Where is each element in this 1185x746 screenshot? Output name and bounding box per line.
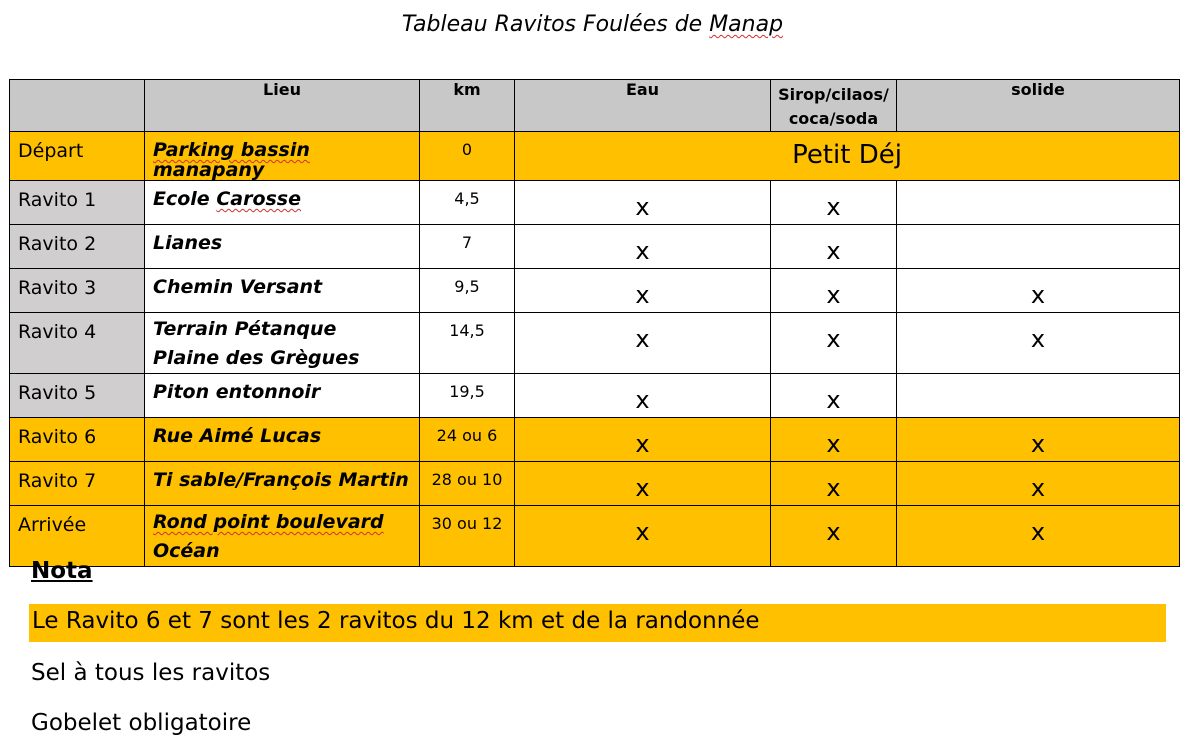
table-row: [10, 181, 1180, 225]
table-row: [10, 225, 1180, 269]
table-row: [10, 418, 1180, 462]
header-solide: solide: [897, 80, 1180, 132]
row-solide: [897, 374, 1180, 418]
title-text: Tableau Ravitos Foulées de: [401, 12, 710, 37]
header-eau: Eau: [515, 80, 771, 132]
row-eau: x: [515, 269, 771, 313]
row-sirop: x: [771, 313, 897, 374]
title-word: Manap: [709, 12, 784, 37]
row-solide: x: [897, 418, 1180, 462]
row-km: 14,5: [420, 313, 515, 374]
row-eau: x: [515, 225, 771, 269]
row-lieu: [145, 132, 420, 181]
row-lieu: Ecole Carosse: [145, 181, 420, 225]
row-eau: x: [515, 181, 771, 225]
row-lieu: Lianes: [145, 225, 420, 269]
row-sirop: x: [771, 418, 897, 462]
header-sirop-line1: Sirop/cilaos/: [778, 85, 889, 104]
row-sirop: x: [771, 181, 897, 225]
header-sirop-line2: coca/soda: [788, 109, 879, 128]
row-lieu-line1: Terrain Pétanque: [153, 318, 337, 340]
row-sirop: x: [771, 374, 897, 418]
row-km: 19,5: [420, 374, 515, 418]
row-lieu: Chemin Versant: [145, 269, 420, 313]
row-km: 0: [420, 132, 515, 181]
nota-highlight-line: [29, 604, 1166, 642]
row-lieu-line2: Océan: [153, 540, 220, 562]
row-lieu: [145, 313, 420, 374]
row-sirop: x: [771, 462, 897, 506]
row-eau: x: [515, 313, 771, 374]
table-row: [10, 313, 1180, 374]
row-lieu: Ti sable/François Martin: [145, 462, 420, 506]
row-label: Départ: [10, 132, 145, 181]
row-solide: x: [897, 313, 1180, 374]
petit-dej-cell: Petit Déj: [515, 132, 1180, 181]
row-lieu: Piton entonnoir: [145, 374, 420, 418]
nota-line-sel: Sel à tous les ravitos: [31, 660, 271, 686]
row-solide: [897, 181, 1180, 225]
ravitos-table: [9, 79, 1180, 567]
row-solide: x: [897, 506, 1180, 567]
row-lieu-squig: Carosse: [216, 188, 302, 210]
table-row: [10, 462, 1180, 506]
table-row: [10, 269, 1180, 313]
row-eau: x: [515, 418, 771, 462]
row-sirop: x: [771, 225, 897, 269]
nota-line-gobelet: Gobelet obligatoire: [31, 710, 252, 736]
row-solide: [897, 225, 1180, 269]
table-row: [10, 374, 1180, 418]
row-eau: x: [515, 506, 771, 567]
row-km: 7: [420, 225, 515, 269]
row-lieu-line1: Rond point boulevard: [153, 511, 384, 533]
row-label: Ravito 5: [10, 374, 145, 418]
nota-highlight-text: Le Ravito 6 et 7 sont les 2 ravitos du 12 km et de la randonnée: [32, 608, 760, 634]
header-empty: [10, 80, 145, 132]
row-label: Ravito 7: [10, 462, 145, 506]
nota-title: Nota: [31, 558, 93, 584]
row-lieu: [145, 506, 420, 567]
table-row: [10, 132, 1180, 181]
row-km: 24 ou 6: [420, 418, 515, 462]
row-km: 28 ou 10: [420, 462, 515, 506]
row-label: Ravito 1: [10, 181, 145, 225]
row-solide: x: [897, 462, 1180, 506]
row-km: 9,5: [420, 269, 515, 313]
header-row: [10, 80, 1180, 132]
row-label: Ravito 2: [10, 225, 145, 269]
row-km: 4,5: [420, 181, 515, 225]
header-lieu: Lieu: [145, 80, 420, 132]
document-title: [0, 12, 1185, 37]
row-label: Ravito 4: [10, 313, 145, 374]
row-lieu: Rue Aimé Lucas: [145, 418, 420, 462]
row-label: Arrivée: [10, 506, 145, 567]
header-sirop: [771, 80, 897, 132]
row-label: Ravito 3: [10, 269, 145, 313]
header-km: km: [420, 80, 515, 132]
row-solide: x: [897, 269, 1180, 313]
row-lieu-text: Parking bassin manapany: [153, 139, 310, 181]
table-row: [10, 506, 1180, 567]
row-sirop: x: [771, 269, 897, 313]
row-sirop: x: [771, 506, 897, 567]
row-eau: x: [515, 462, 771, 506]
row-label: Ravito 6: [10, 418, 145, 462]
row-lieu-line2: Plaine des Grègues: [153, 347, 360, 369]
row-km: 30 ou 12: [420, 506, 515, 567]
row-eau: x: [515, 374, 771, 418]
